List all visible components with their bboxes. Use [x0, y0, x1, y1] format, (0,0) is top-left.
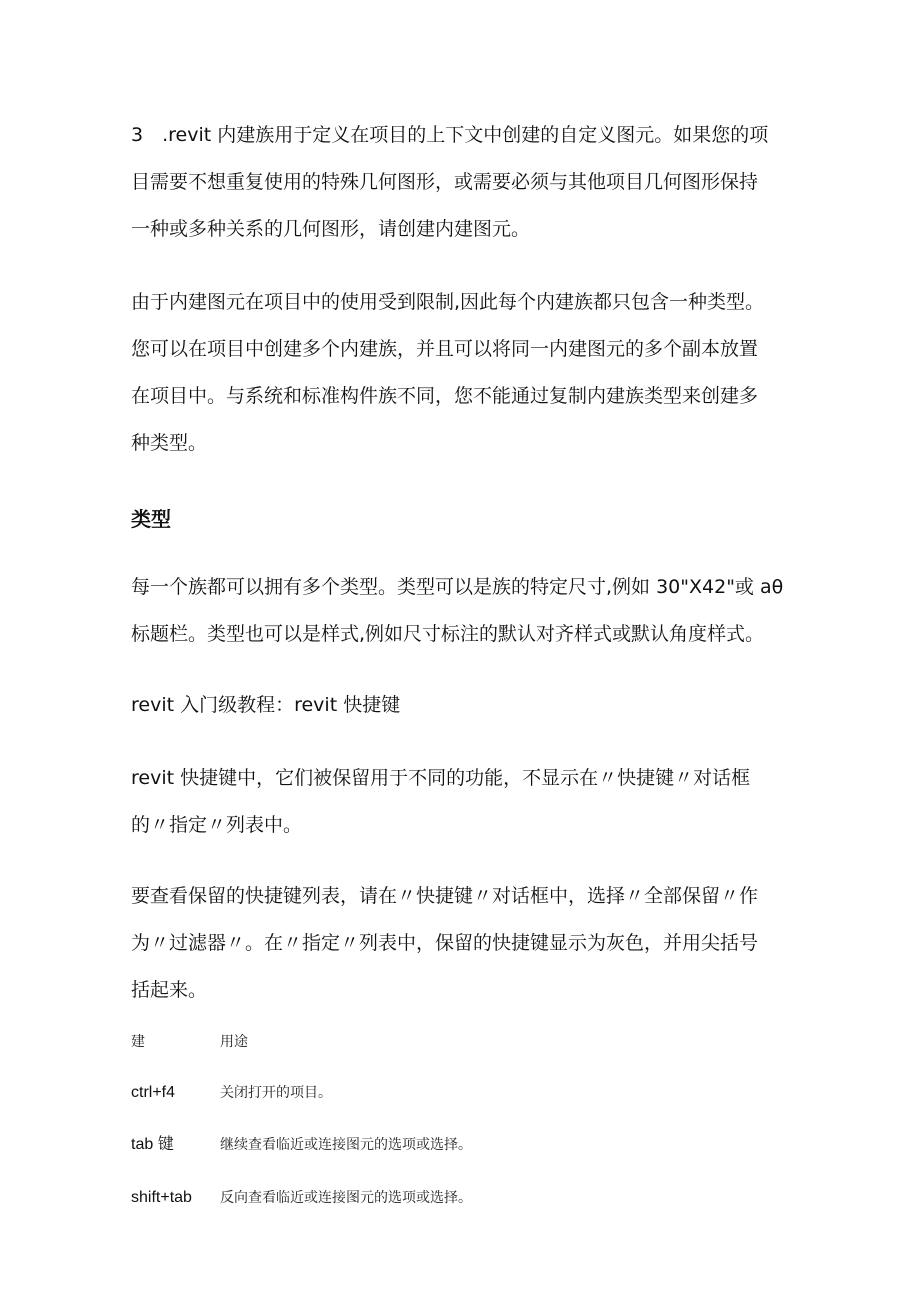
text-line: revit 快捷键中，它们被保留用于不同的功能，不显示在〃快捷键〃对话框 — [131, 767, 751, 789]
text-line: 要查看保留的快捷键列表，请在〃快捷键〃对话框中，选择〃全部保留〃作 — [131, 885, 759, 907]
text-line: revit 入门级教程：revit 快捷键 — [131, 694, 401, 716]
shortcut-description: 反向查看临近或连接图元的选项或选择。 — [220, 1190, 472, 1206]
text-line: 目需要不想重复使用的特殊几何图形，或需要必须与其他项目几何图形保持 — [131, 171, 759, 193]
text-line: 括起来。 — [131, 979, 208, 1001]
paragraph-inplace-families — [131, 112, 796, 253]
shortcut-key: tab 键 — [131, 1136, 174, 1153]
shortcut-description: 关闭打开的项目。 — [220, 1085, 332, 1101]
table-header-key: 建 — [131, 1034, 145, 1050]
paragraph-view-reserved — [131, 873, 796, 1014]
text-line: 每一个族都可以拥有多个类型。类型可以是族的特定尺寸,例如 30"X42"或 aθ — [131, 576, 784, 598]
text-line: 由于内建图元在项目中的使用受到限制,因此每个内建族都只包含一种类型。 — [131, 291, 765, 313]
shortcut-key: shift+tab — [131, 1189, 192, 1206]
paragraph-inplace-limits — [131, 279, 796, 467]
shortcut-description: 继续查看临近或连接图元的选项或选择。 — [220, 1137, 472, 1153]
table-header-use: 用途 — [220, 1034, 248, 1050]
paragraph-reserved-shortcuts — [131, 755, 796, 849]
text-line: 标题栏。类型也可以是样式,例如尺寸标注的默认对齐样式或默认角度样式。 — [131, 623, 765, 645]
text-line: 3 .revit 内建族用于定义在项目的上下文中创建的自定义图元。如果您的项 — [131, 124, 769, 146]
paragraph-shortcut-title — [131, 682, 796, 729]
text-line: 为〃过滤器〃。在〃指定〃列表中，保留的快捷键显示为灰色，并用尖括号 — [131, 932, 759, 954]
text-line: 您可以在项目中创建多个内建族，并且可以将同一内建图元的多个副本放置 — [131, 338, 759, 360]
table-row — [131, 1186, 791, 1210]
text-line: 一种或多种关系的几何图形，请创建内建图元。 — [131, 218, 531, 240]
paragraph-types — [131, 564, 796, 658]
section-heading-types: 类型 — [131, 507, 171, 531]
text-line: 种类型。 — [131, 432, 208, 454]
table-header-row — [131, 1030, 791, 1054]
shortcut-key: ctrl+f4 — [131, 1084, 176, 1101]
table-row — [131, 1081, 791, 1105]
table-row — [131, 1133, 791, 1157]
text-line: 的〃指定〃列表中。 — [131, 814, 303, 836]
text-line: 在项目中。与系统和标准构件族不同，您不能通过复制内建族类型来创建多 — [131, 385, 759, 407]
